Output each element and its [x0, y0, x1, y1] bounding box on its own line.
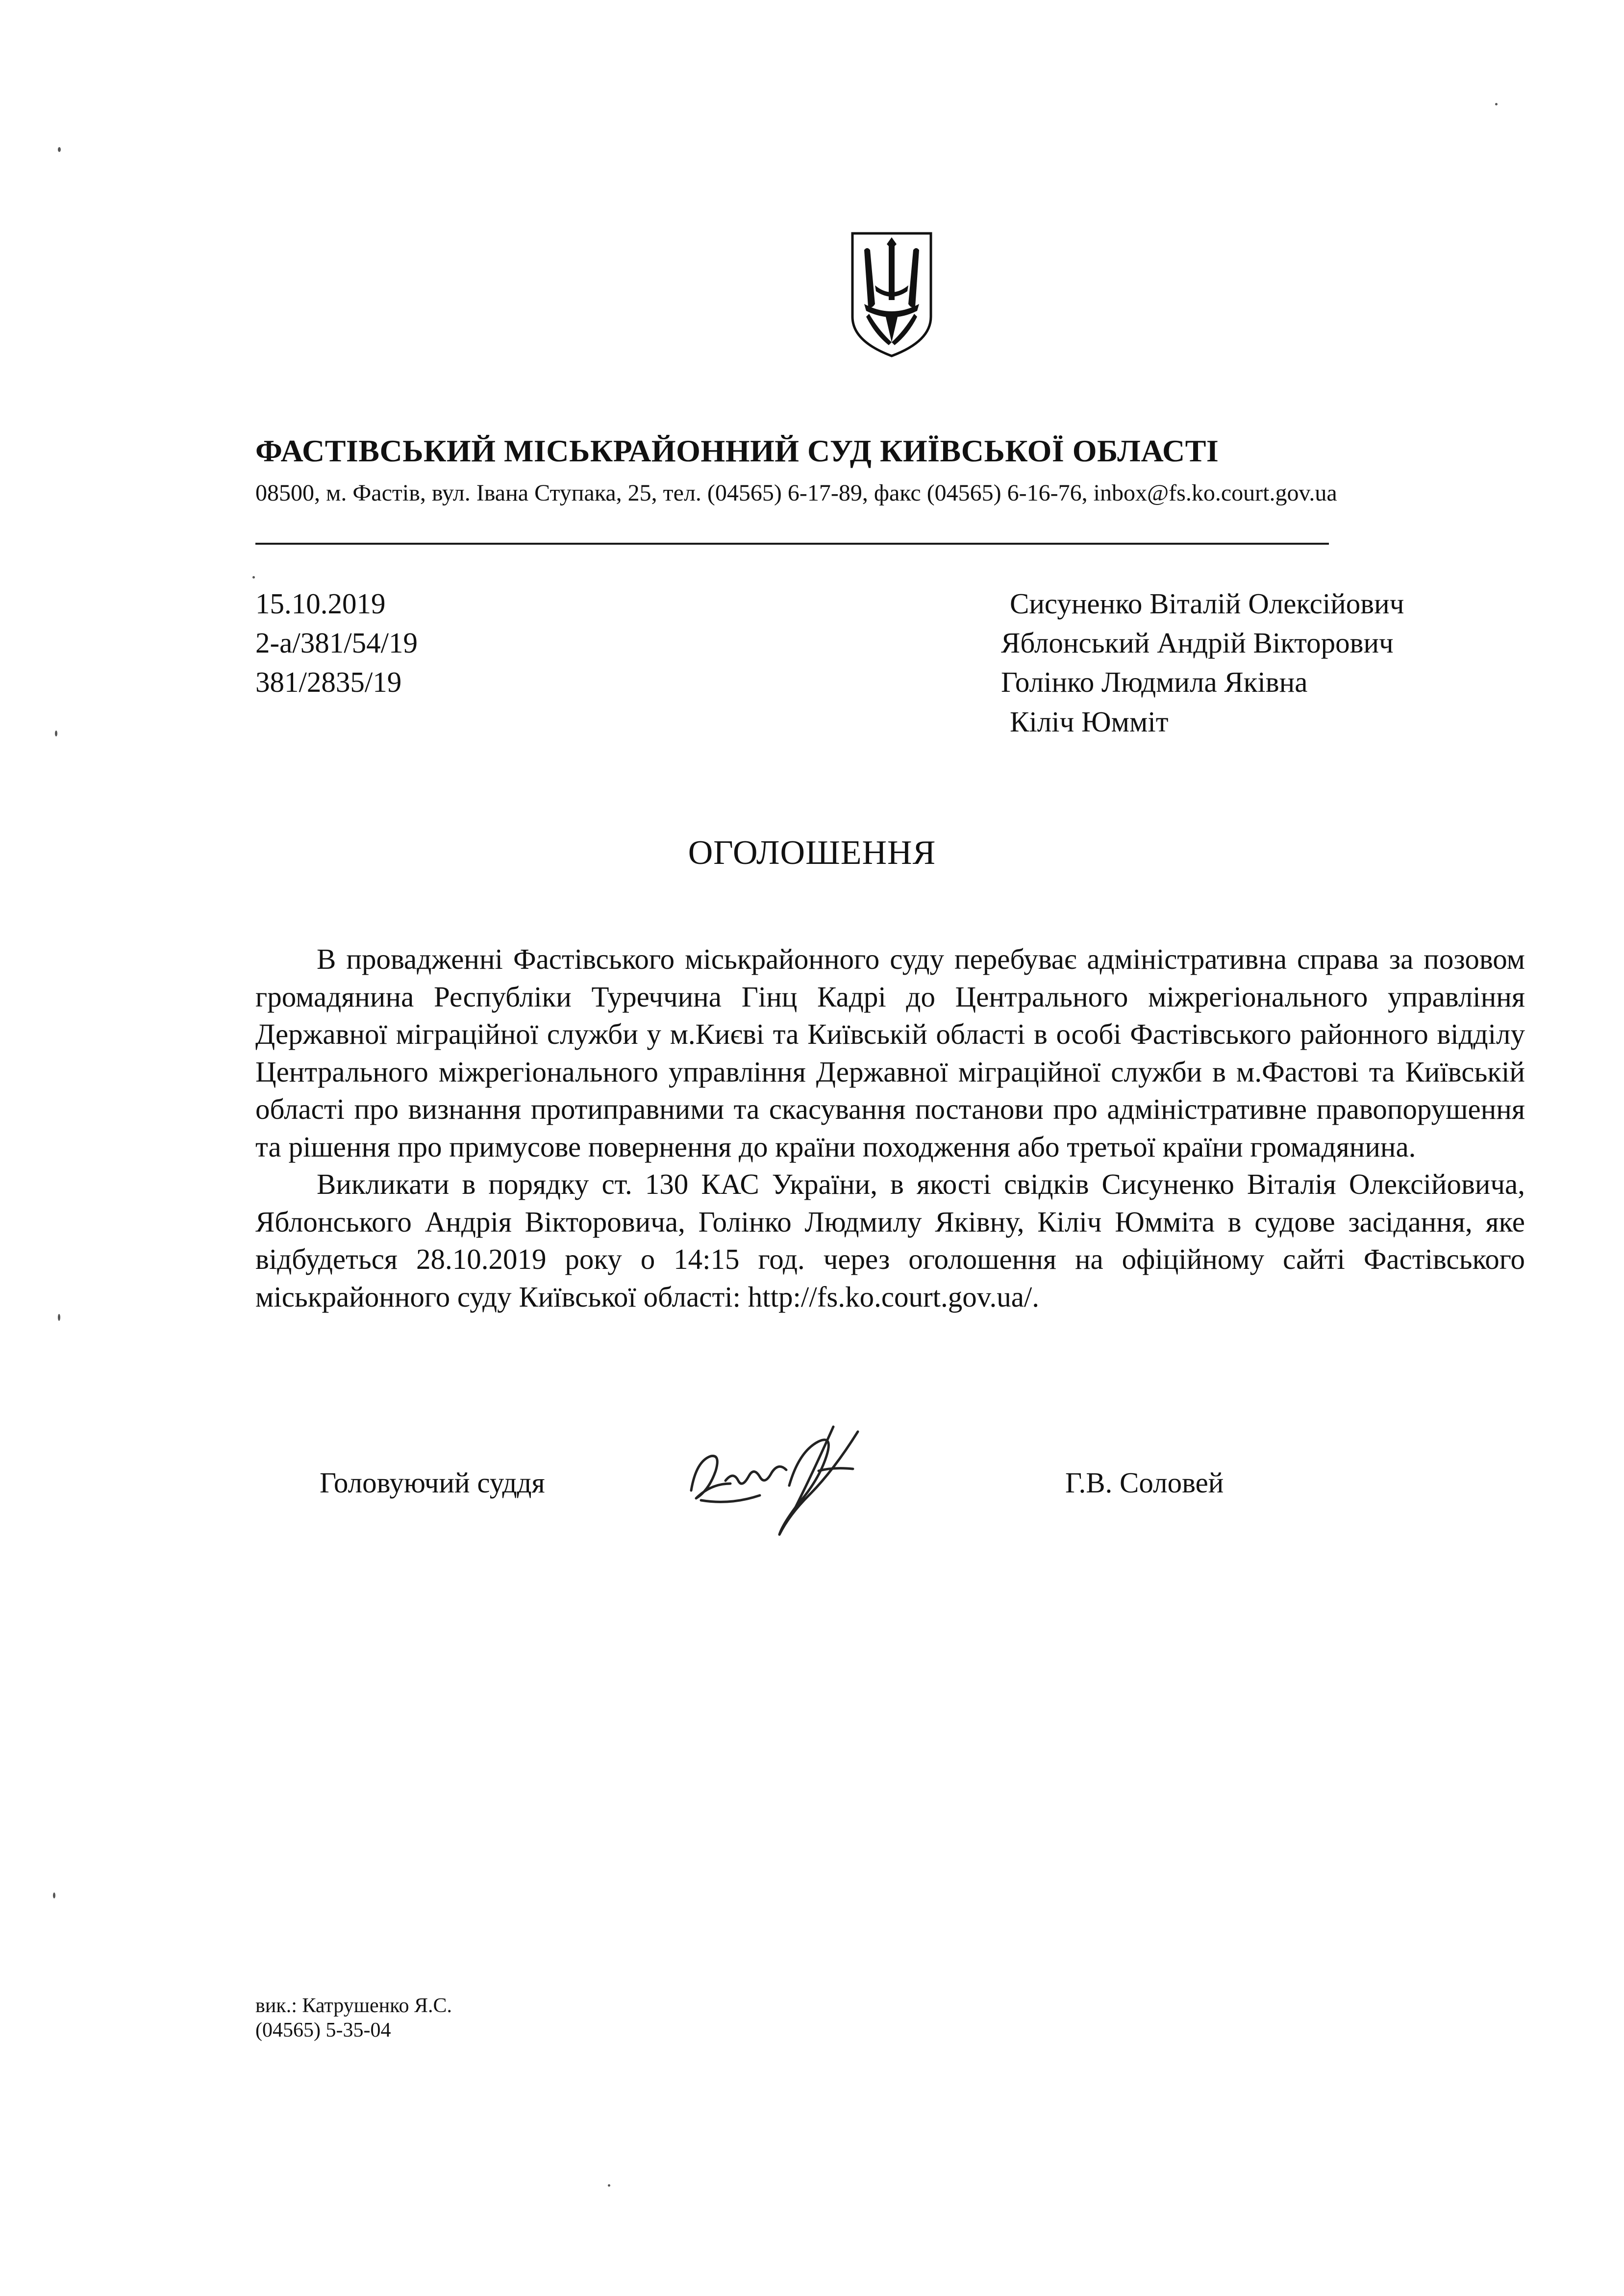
executor-phone: (04565) 5-35-04 [255, 2019, 391, 2042]
judge-name: Г.В. Соловей [1065, 1466, 1224, 1499]
scan-speck [608, 2184, 610, 2187]
court-address: 08500, м. Фастів, вул. Івана Ступака, 25, тел. (04565) 6-17-89, факс (04565) 6-16-76, inbox@fs.ko.court.gov.ua [255, 480, 1337, 506]
signature-label: Головуючий суддя [320, 1466, 545, 1499]
scan-speck [1495, 103, 1498, 105]
court-name: ФАСТІВСЬКИЙ МІСЬКРАЙОННИЙ СУД КИЇВСЬКОЇ ОБЛАСТІ [255, 433, 1219, 468]
letterhead-divider [255, 543, 1329, 545]
scan-speck [58, 147, 61, 152]
case-number: 2-а/381/54/19 [255, 627, 418, 659]
scan-speck [58, 1314, 60, 1321]
registration-number: 381/2835/19 [255, 666, 402, 698]
scan-speck [53, 1892, 55, 1898]
body-paragraph: Викликати в порядку ст. 130 КАС України, в якості свідків Сисуненко Віталія Олексійовича, Яблонського Андрія Вікторовича, Голінко Людмилу Яківну, Кіліч Юммітa в судове засідання, яке відбудеться 28.10.2019 року о 14:15 год. через оголошення на офіційному сайті Фастівського міськрайонного суду Київської області: http://fs.ko.court.gov.ua/. [255, 1168, 1525, 1313]
executor-name: вик.: Катрушенко Я.С. [255, 1994, 452, 2017]
recipient-item: Сисуненко Віталій Олексійович [1010, 587, 1404, 620]
document-date: 15.10.2019 [255, 587, 386, 620]
scan-speck [252, 576, 255, 579]
body-paragraph: В провадженні Фастівського міськрайонного суду перебуває адміністративна справа за позовом громадянина Республіки Туреччина Гінц Кадрі до Центрального міжрегіонального управління Державної міграційної служби у м.Києві та Київській області в особі Фастівського районного відділу Центрального міжрегіонального управління Державної міграційної служби в м.Фастові та Київській області про визнання протиправними та скасування постанови про адміністративне правопорушення та рішення про примусове повернення до країни походження або третьої країни громадянина. [255, 943, 1525, 1163]
handwritten-signature [672, 1407, 926, 1549]
recipient-item: Кіліч Юмміт [1010, 706, 1169, 738]
recipient-item: Голінко Людмила Яківна [1001, 666, 1308, 698]
trident-coat-of-arms-icon [849, 230, 934, 359]
document-title: ОГОЛОШЕННЯ [688, 834, 936, 872]
recipient-item: Яблонський Андрій Вікторович [1001, 627, 1394, 659]
scan-speck [55, 731, 57, 736]
announcement-body [255, 940, 1525, 1315]
